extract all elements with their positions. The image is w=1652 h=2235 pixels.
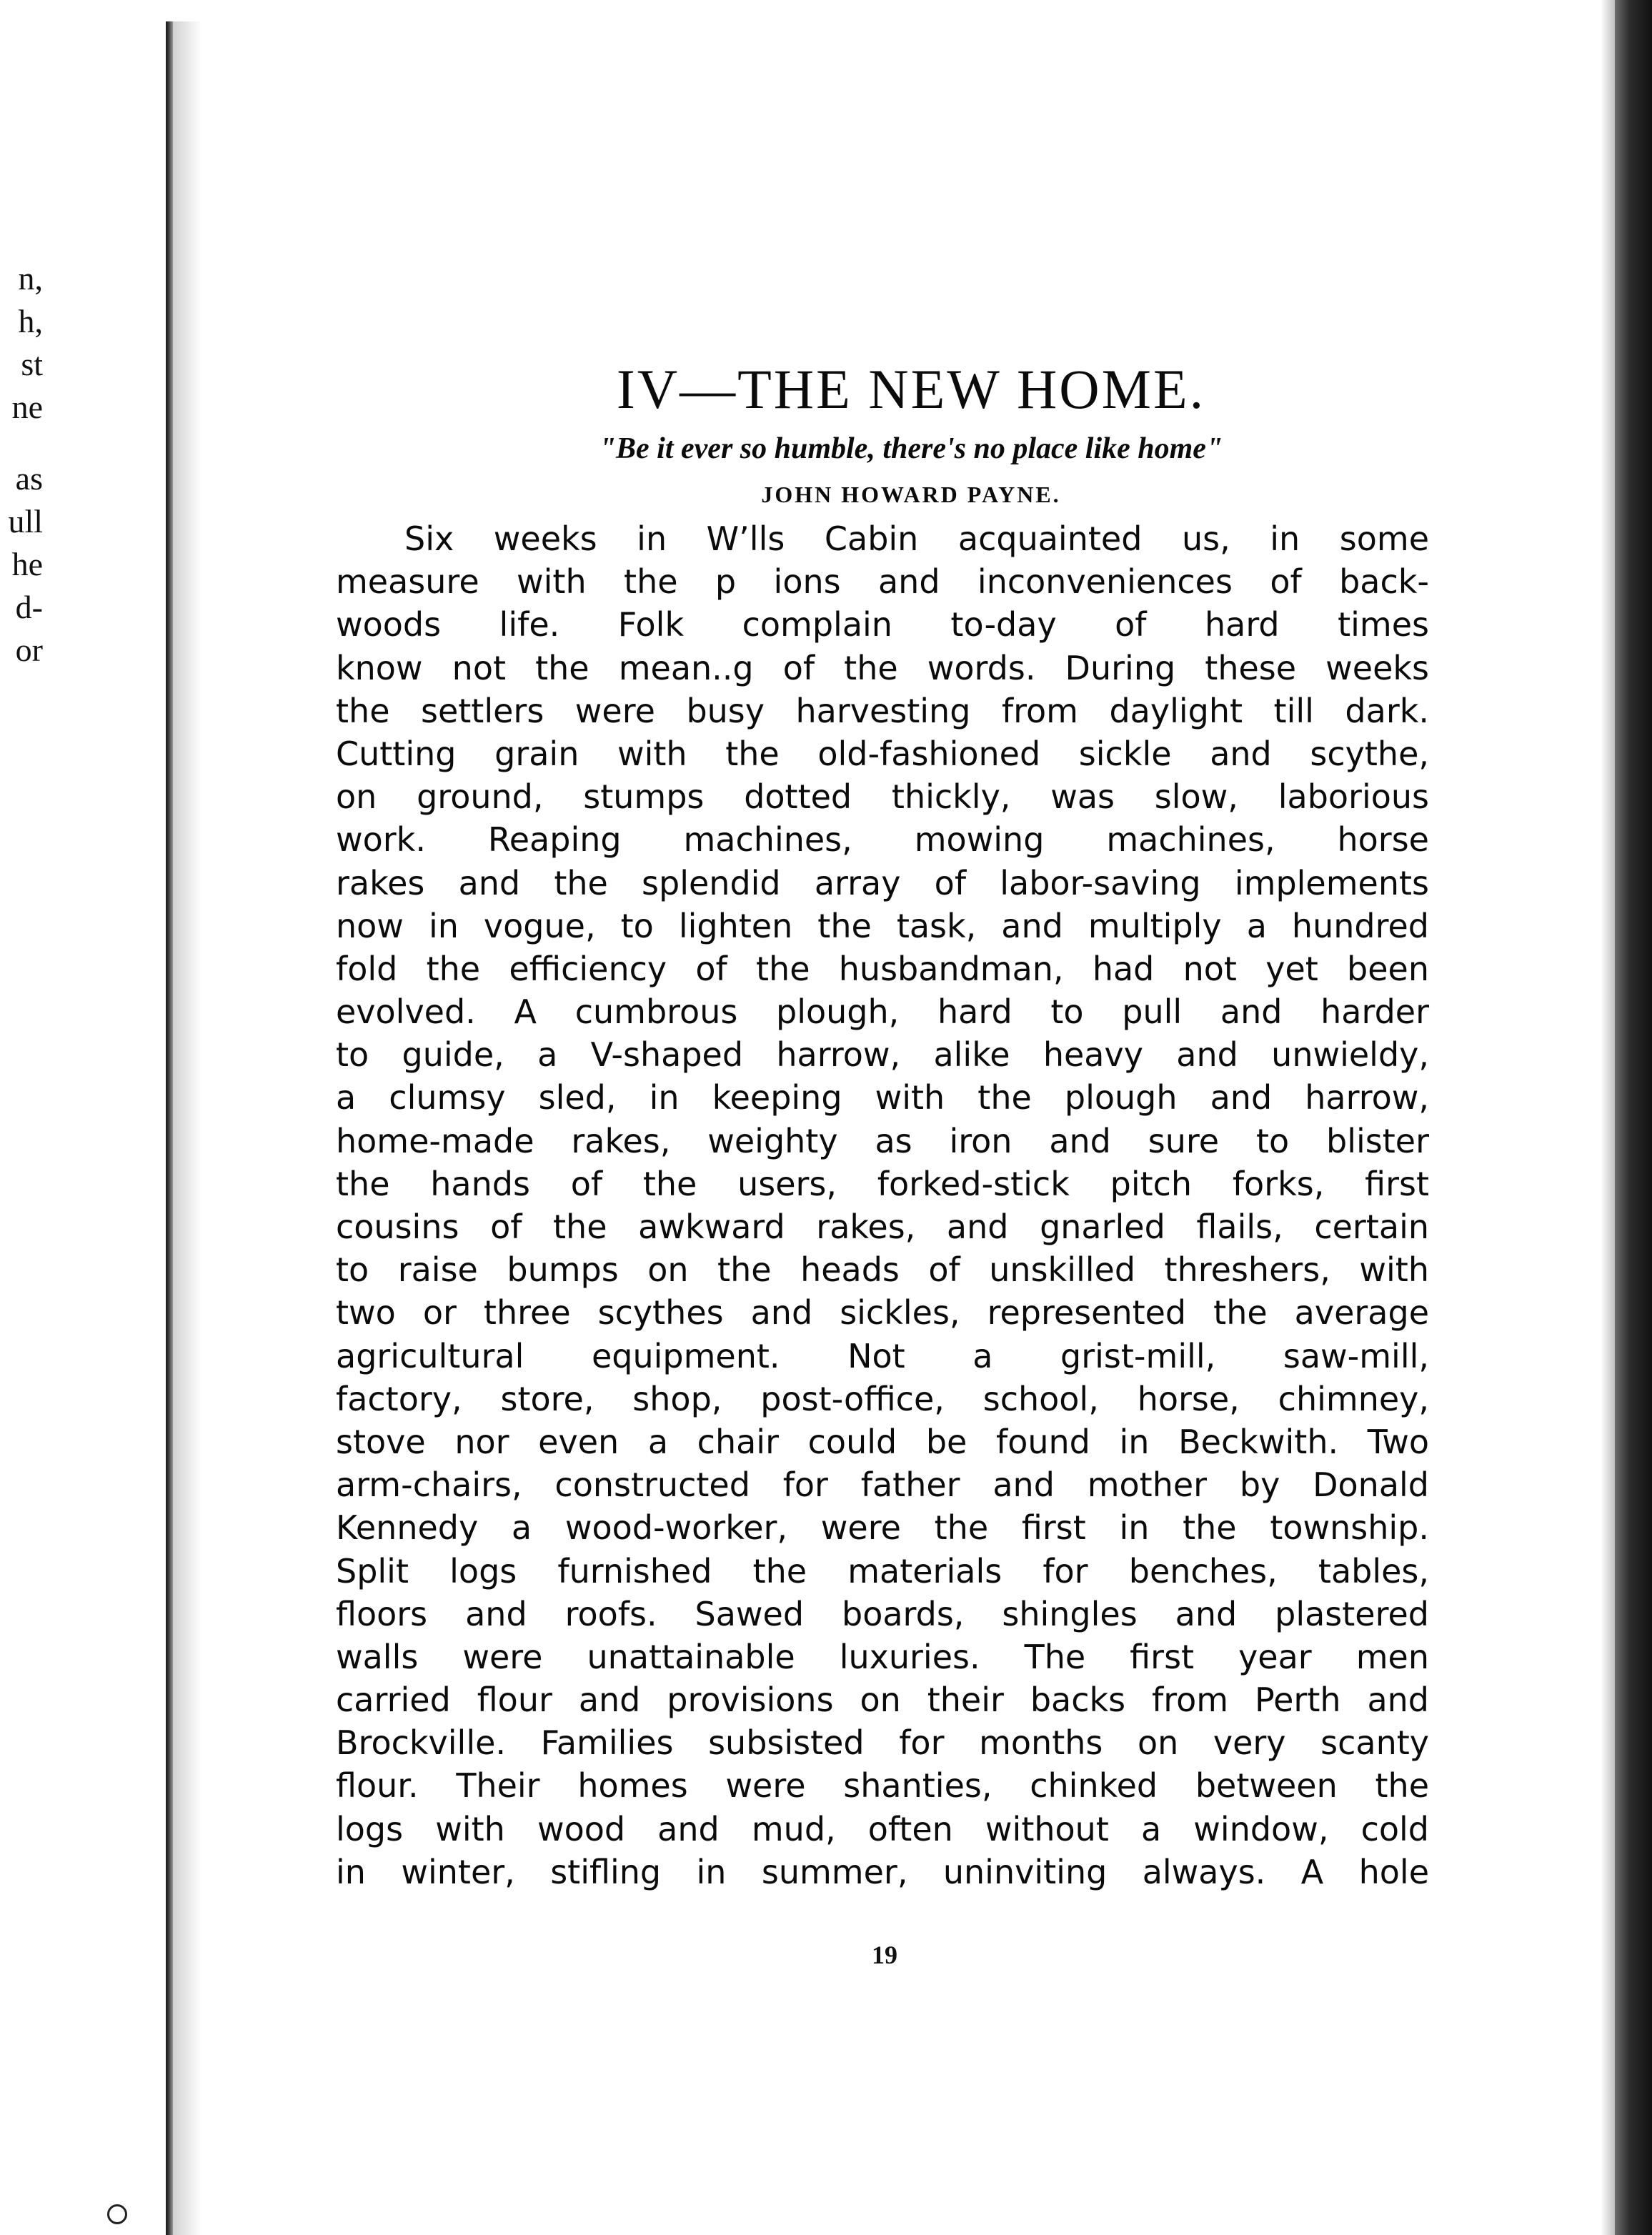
chapter-epigraph: "Be it ever so humble, there's no place like home" [599,432,1223,465]
previous-page-text-fragment [0,257,43,672]
body-line: Kennedy a wood-worker, were the first in the township. [336,1508,1429,1548]
fragment-line: h, [18,303,43,339]
body-line: work. Reaping machines, mowing machines, horse [336,820,1429,860]
body-line: in winter, stifling in summer, uninviting always. A hole [336,1852,1429,1891]
body-line: Brockville. Families subsisted for months on very scanty [336,1723,1429,1763]
body-line: factory, store, shop, post-office, school, horse, chimney, [336,1379,1429,1418]
fragment-line: st [21,346,43,382]
body-line: home-made rakes, weighty as iron and sure to blister [336,1121,1429,1160]
body-line: fold the efficiency of the husbandman, had not yet been [336,949,1429,988]
fragment-line: ull [8,503,43,539]
fragment-line: or [15,632,43,668]
chapter-title: IV—THE NEW HOME. [616,358,1206,420]
body-line: cousins of the awkward rakes, and gnarled flails, certain [336,1208,1429,1246]
body-line: the hands of the users, forked-stick pitch forks, first [336,1164,1429,1203]
fragment-line: he [11,546,43,582]
epigraph-author: JOHN HOWARD PAYNE. [761,482,1061,507]
body-line: to raise bumps on the heads of unskilled threshers, with [336,1250,1429,1290]
body-line: now in vogue, to lighten the task, and multiply a hundred [336,906,1429,945]
body-line: arm-chairs, constructed for father and mother by Donald [336,1465,1429,1505]
chapter-body [336,517,1429,1893]
body-line: agricultural equipment. Not a grist-mill, saw-mill, [336,1336,1429,1375]
body-line: measure with the p ions and inconveniences of back- [336,562,1429,602]
book-page [336,357,1429,1893]
gutter-shadow [173,21,201,2235]
body-line: Split logs furnished the materials for benches, tables, [336,1551,1429,1591]
body-line: Six weeks in Wʼlls Cabin acquainted us, in some [404,519,1429,558]
page-edge-shadow [1601,0,1615,2235]
body-line: flour. Their homes were shanties, chinked between the [336,1766,1429,1806]
book-right-edge [1615,0,1652,2235]
fragment-line: as [15,460,43,497]
body-line: woods life. Folk complain to-day of hard times [336,605,1429,644]
body-line: Cutting grain with the old-fashioned sickle and scythe, [336,734,1429,773]
body-line: evolved. A cumbrous plough, hard to pull and harder [336,992,1429,1032]
body-line: to guide, a V-shaped harrow, alike heavy and unwieldy, [336,1035,1429,1075]
body-line: two or three scythes and sickles, represented the average [336,1293,1429,1333]
page-number: 19 [872,1941,897,1969]
body-line: the settlers were busy harvesting from daylight till dark. [336,691,1429,730]
scan-hole-mark [107,2204,127,2224]
body-line: carried flour and provisions on their backs from Perth and [336,1681,1429,1720]
body-line: logs with wood and mud, often without a window, cold [336,1809,1429,1848]
body-line: walls were unattainable luxuries. The first year men [336,1637,1429,1676]
book-gutter [166,21,173,2235]
body-line: on ground, stumps dotted thickly, was slow, laborious [336,777,1429,817]
body-line: know not the mean..g of the words. During these weeks [336,648,1429,687]
fragment-line: ne [11,389,43,425]
body-line: stove nor even a chair could be found in Beckwith. Two [336,1422,1429,1461]
fragment-line: d- [15,589,43,625]
body-line: floors and roofs. Sawed boards, shingles and plastered [336,1594,1429,1633]
body-line: rakes and the splendid array of labor-saving implements [336,863,1429,902]
fragment-line: n, [18,260,43,297]
body-line: a clumsy sled, in keeping with the plough and harrow, [336,1078,1429,1118]
